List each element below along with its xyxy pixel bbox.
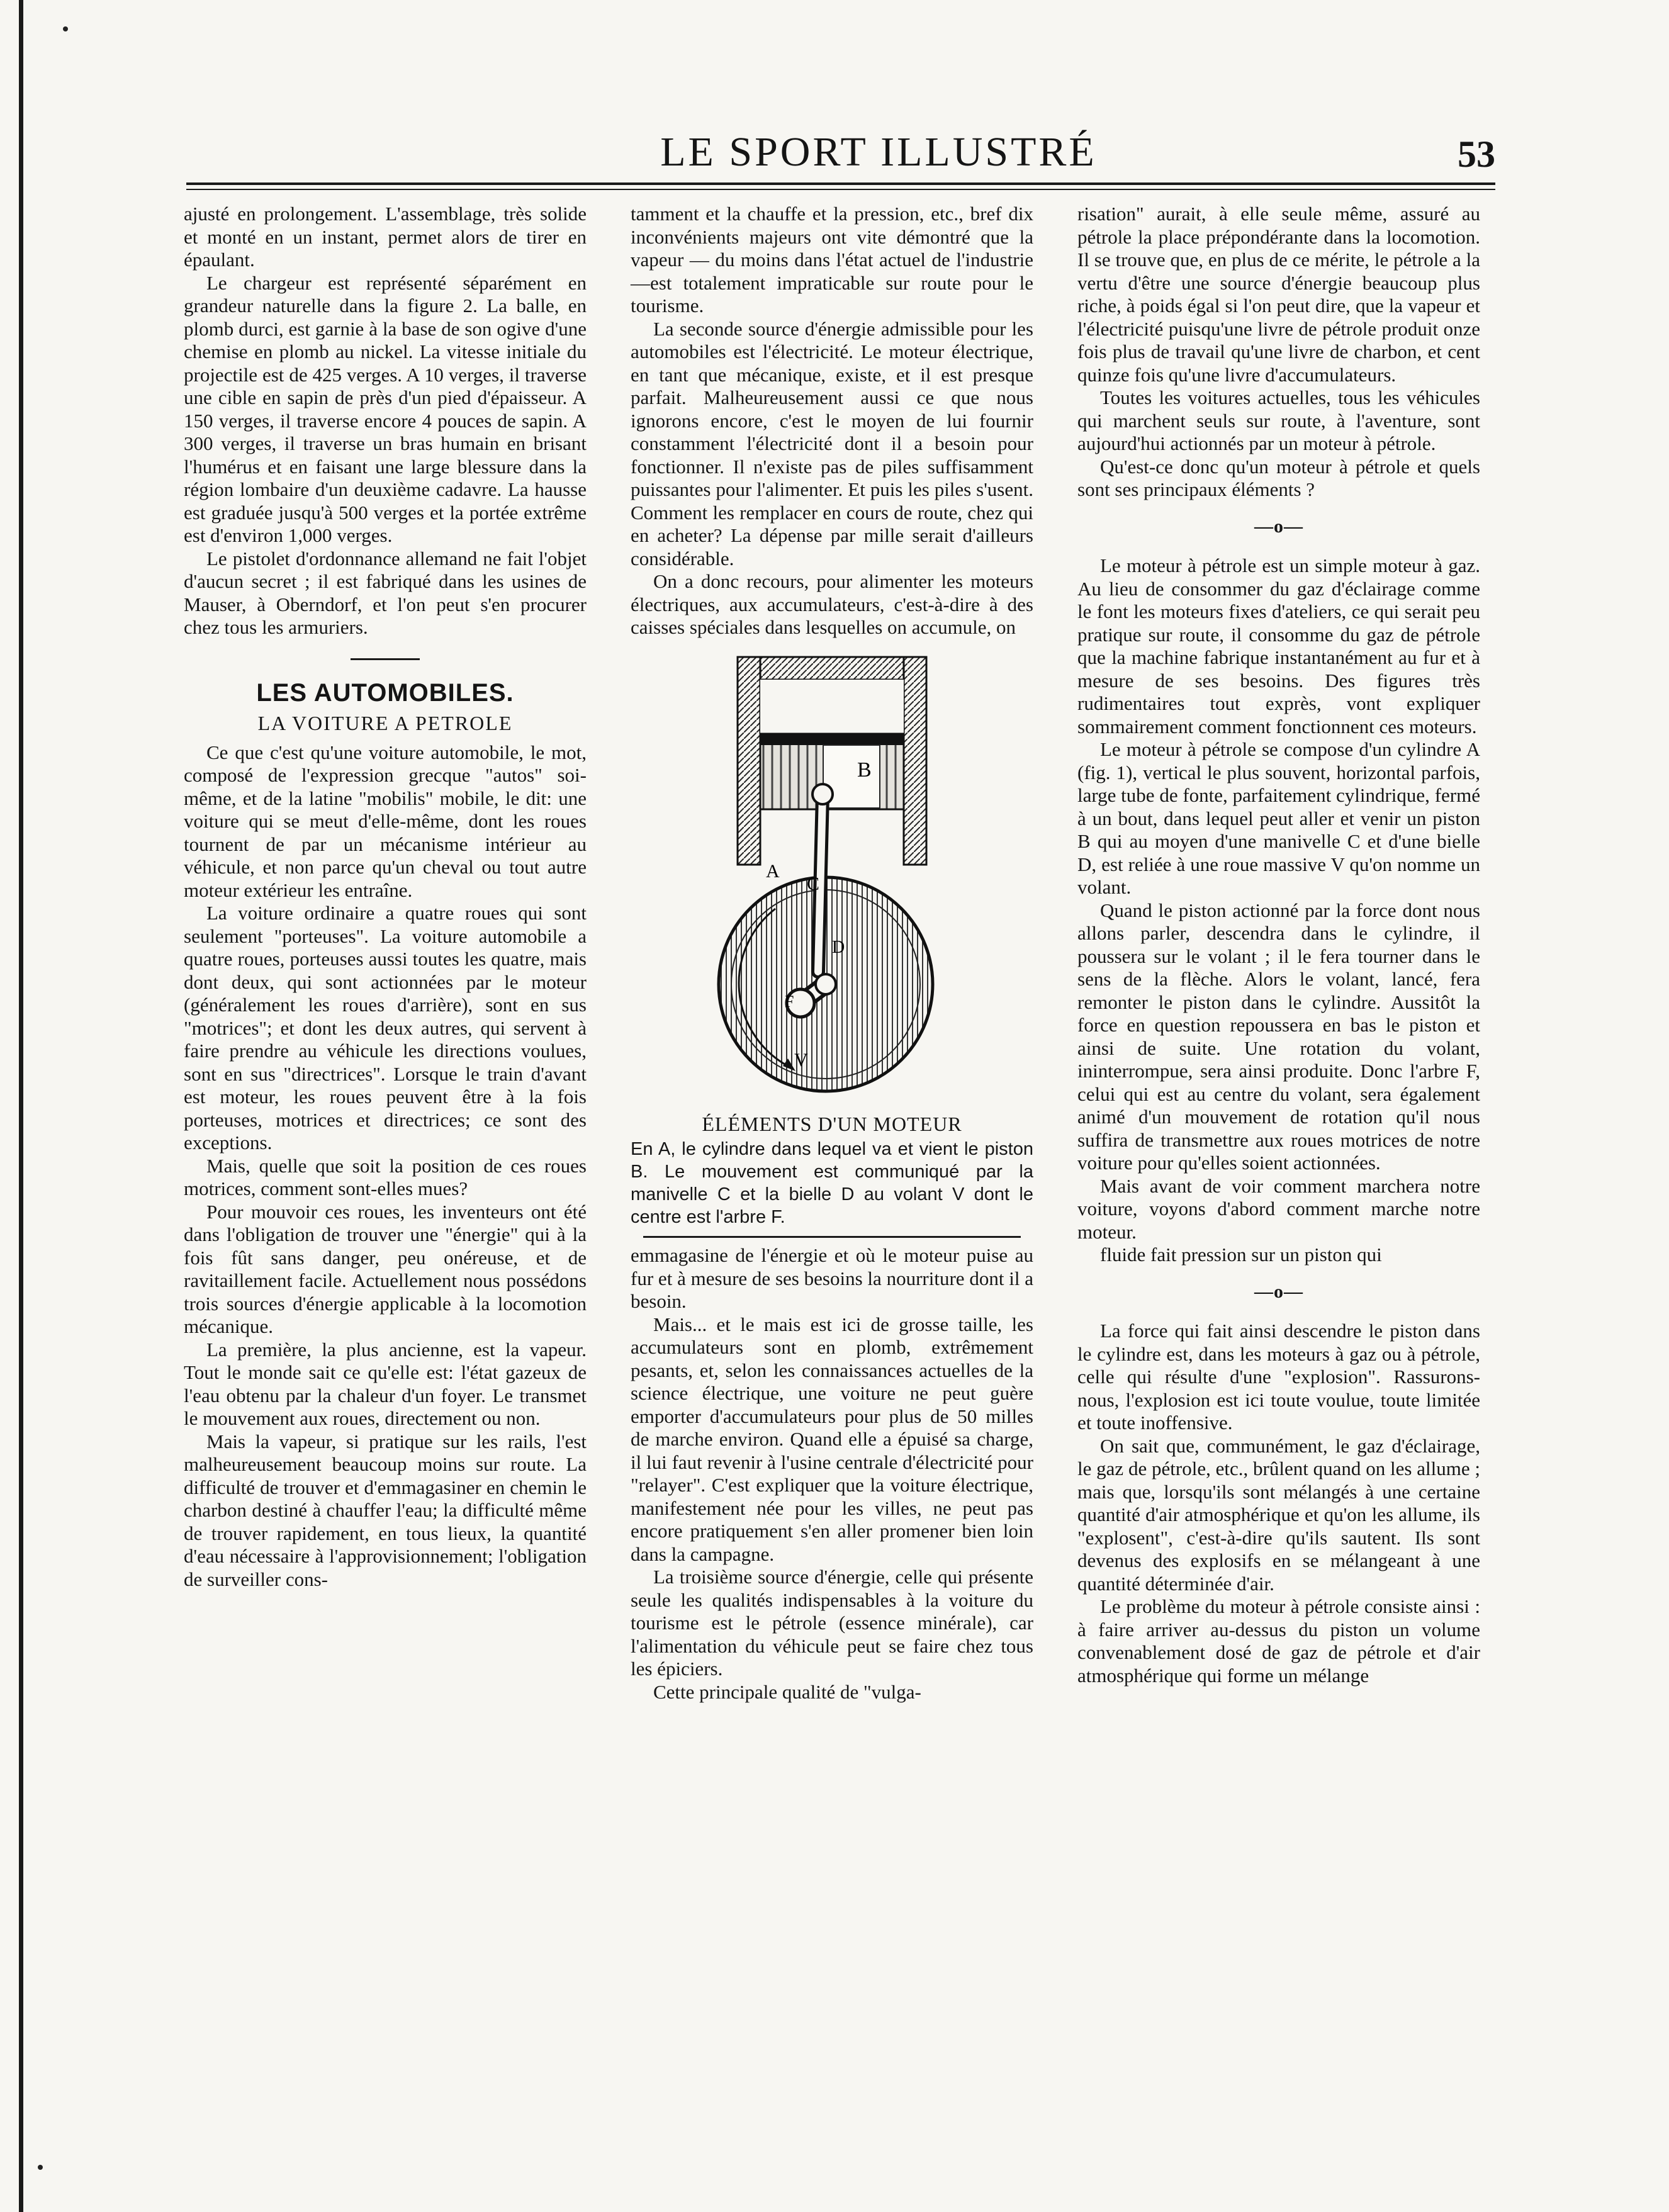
print-speck xyxy=(63,26,68,31)
separator: —o— xyxy=(1254,515,1303,537)
paragraph: Toutes les voitures actuelles, tous les véhicules qui marchent seuls sur route, à l'aventure, sont aujourd'hui actionnés par un moteur à pétrole. xyxy=(1077,386,1480,454)
paragraph: Le moteur à pétrole se compose d'un cylindre A (fig. 1), vertical le plus souvent, horizontal parfois, large tube de fonte, parfaitement cylindrique, fermé à un bout, dans lequel peut aller et venir un piston B qui au moyen d'une manivelle C et d'une bielle D, est reliée à une roue massive V qu'on nomme un volant. xyxy=(1077,738,1480,898)
engine-figure xyxy=(631,651,1033,1238)
paragraph: On a donc recours, pour alimenter les moteurs électriques, aux accumulateurs, c'est-à-dire à des caisses spéciales dans lesquelles on accumule, on xyxy=(631,570,1033,638)
section-title: LES AUTOMOBILES. xyxy=(256,678,514,707)
paragraph: emmagasine de l'énergie et où le moteur puise au fur et à mesure de ses besoins la nourriture dont il a besoin. xyxy=(631,1244,1033,1312)
paragraph: Le chargeur est représenté séparément en grandeur naturelle dans la figure 2. La balle, en plomb durci, est garnie à la base de son ogive d'une chemise en plomb au nickel. La vitesse initiale du projectile est de 425 verges. A 10 verges, il traverse une cible en sapin de près d'un pied d'épaisseur. A 150 verges, il traverse encore 4 pouces de sapin. A 300 verges, il traverse un bras humain en brisant l'humérus et en faisant une large blessure dans la région lombaire d'un deuxième cadavre. La hausse est graduée jusqu'à 500 verges et la portée extrême est d'environ 1,000 verges. xyxy=(184,271,587,546)
paragraph: Mais, quelle que soit la position de ces roues motrices, comment sont-elles mues? xyxy=(184,1154,587,1199)
paragraph: La force qui fait ainsi descendre le piston dans le cylindre est, dans les moteurs à gaz ou à pétrole, celle qui résulte d'une "explosion". Rassurons-nous, l'explosion est ici toute voulue, toute limitée et toute inoffensive. xyxy=(1077,1320,1480,1434)
column-2 xyxy=(631,203,1033,2204)
label-a: A xyxy=(766,860,780,882)
paragraph: tamment et la chauffe et la pression, etc., bref dix inconvénients majeurs ont vite démontré que la vapeur — du moins dans l'état actuel de l'industrie—est totalement impraticable sur route pour le tourisme. xyxy=(631,203,1033,317)
label-d: D xyxy=(832,937,845,957)
paragraph: Le pistolet d'ordonnance allemand ne fait l'objet d'aucun secret ; il est fabriqué dans les usines de Mauser, à Oberndorf, et l'on peut s'en procurer chez tous les armuriers. xyxy=(184,547,587,638)
page-edge-line xyxy=(19,0,23,2212)
paragraph: La troisième source d'énergie, celle qui présente seule les qualités indispensables à la voiture du tourisme est le pétrole (essence minérale), car l'alimentation du véhicule peut se faire chez tous les épiciers. xyxy=(631,1566,1033,1680)
paragraph: Mais... et le mais est ici de grosse taille, les accumulateurs sont en plomb, extrêmement pesants, et, selon les connaissances actuelles de la science électrique, une voiture ne peut guère emporter d'accumulateurs pour plus de 50 milles de marche environ. Quand elle a épuisé sa charge, il lui faut revenir à l'usine centrale d'électricité pour "relayer". C'est expliquer que la voiture électrique, manifestement née pour les villes, ne peut pas encore pratiquement s'en aller promener bien loin dans la campagne. xyxy=(631,1313,1033,1565)
column-3 xyxy=(1077,203,1480,2204)
paragraph: Cette principale qualité de "vulga- xyxy=(653,1680,921,1703)
paragraph: Le problème du moteur à pétrole consiste ainsi : à faire arriver au-dessus du piston un volume convenablement dosé de gaz de pétrole et d'air atmosphérique qui forme un mélange xyxy=(1077,1595,1480,1687)
paragraph: Mais la vapeur, si pratique sur les rails, l'est malheureusement beaucoup moins sur route. La difficulté de trouver et d'emmagasiner en chemin le charbon destiné à chauffer l'eau; la difficulté même de trouver rapidement, en tous lieux, la quantité d'eau nécessaire à l'approvisionnement; l'obligation de surveiller cons- xyxy=(184,1430,587,1590)
engine-diagram xyxy=(700,651,964,1104)
paragraph: Le moteur à pétrole est un simple moteur à gaz. Au lieu de consommer du gaz d'éclairage comme le font les moteurs fixes d'ateliers, ce qui serait peu pratique sur route, il consomme du gaz de pétrole que la machine fabrique instantanément au fur et à mesure de ses besoins. Des figures très rudimentaires tout exprès, vont expliquer sommairement comment fonctionnent ces moteurs. xyxy=(1077,554,1480,738)
paragraph: ajusté en prolongement. L'assemblage, très solide et monté en un instant, permet alors de tirer en épaulant. xyxy=(184,203,587,271)
page-header xyxy=(186,120,1495,176)
label-f: F xyxy=(785,992,794,1011)
paragraph: Ce que c'est qu'une voiture automobile, le mot, composé de l'expression grecque "autos" soi-même, et de la latine "mobilis" mobile, le dit: une voiture qui se meut d'elle-même, dont les roues tournent de par un mécanisme intérieur au véhicule, et non parce qu'un cheval ou tout autre moteur extérieur les entraîne. xyxy=(184,741,587,901)
page-number: 53 xyxy=(1458,133,1495,175)
header-rule xyxy=(186,182,1495,190)
paragraph: Pour mouvoir ces roues, les inventeurs ont été dans l'obligation de trouver une "énergie" qui à la fois fût sans danger, peu onéreuse, et de ravitaillement facile. Actuellement nous possédons trois sources d'énergie applicable à la locomotion mécanique. xyxy=(184,1200,587,1337)
label-v: V xyxy=(794,1049,808,1070)
section-divider xyxy=(351,658,420,660)
separator: —o— xyxy=(1254,1281,1303,1302)
column-1 xyxy=(184,203,587,2204)
figure-description: En A, le cylindre dans lequel va et vient le piston B. Le mouvement est communiqué par la manivelle C et la bielle D au volant V dont le centre est l'arbre F. xyxy=(631,1139,1033,1227)
paragraph: La seconde source d'énergie admissible pour les automobiles est l'électricité. Le moteur électrique, en tant que mécanique, existe, et il est presque parfait. Malheureusement aussi ce que nous ignorons encore, c'est le moyen de lui fournir constamment l'électricité dont il a besoin pour fonctionner. Il n'existe pas de piles suffisamment puissantes pour l'alimenter. Et puis les piles s'usent. Comment les remplacer en cours de route, chez qui en acheter? La dépense par mille serait d'ailleurs considérable. xyxy=(631,317,1033,570)
paragraph: La voiture ordinaire a quatre roues qui sont seulement "porteuses". La voiture automobile a quatre roues, porteuses aussi toutes les quatre, mais dont deux, qui sont actionnées par le moteur (généralement les roues d'arrière), sont en sus "motrices"; et dont les deux autres, qui servent à faire prendre au véhicule les directions voulues, sont en sus "directrices". Lorsque le train d'avant est moteur, les roues peuvent être à la fois porteuses, motrices et directrices; ce sont des exceptions. xyxy=(184,902,587,1154)
section-subtitle: LA VOITURE A PETROLE xyxy=(257,712,513,734)
label-b: B xyxy=(857,758,872,782)
paragraph: Mais avant de voir comment marchera notre voiture, voyons d'abord comment marche notre moteur. xyxy=(1077,1174,1480,1243)
print-speck xyxy=(38,2165,43,2170)
paragraph: fluide fait pression sur un piston qui xyxy=(1100,1244,1382,1266)
label-c: C xyxy=(807,873,820,894)
figure-caption: ÉLÉMENTS D'UN MOTEUR xyxy=(702,1112,962,1135)
paragraph: Qu'est-ce donc qu'un moteur à pétrole et quels sont ses principaux éléments ? xyxy=(1077,455,1480,500)
paragraph: Quand le piston actionné par la force dont nous allons parler, descendra dans le cylindre, il poussera sur le volant ; il le fera tourner dans le sens de la flèche. Alors le volant, lancé, fera remonter le piston dans le cylindre. Aussitôt la force en question repoussera en bas le piston et ainsi de suite. Une rotation du volant, ininterrompue, sera ainsi produite. Donc l'arbre F, celui qui est au centre du volant, sera également animé d'un mouvement de rotation qu'il nous suffira de transmettre aux roues motrices de notre voiture pour qu'elles soient actionnées. xyxy=(1077,899,1480,1174)
figure-rule xyxy=(643,1236,1021,1238)
paragraph: La première, la plus ancienne, est la vapeur. Tout le monde sait ce qu'elle est: l'état gazeux de l'eau obtenu par la chaleur d'un foyer. Le transmet le mouvement aux roues, directement ou non. xyxy=(184,1338,587,1429)
masthead-title: LE SPORT ILLUSTRÉ xyxy=(660,129,1097,175)
paragraph: risation" aurait, à elle seule même, assuré au pétrole la place prépondérante dans la locomotion. Il se trouve que, en plus de ce mérite, le pétrole a la vertu d'être une source d'énergie beaucoup plus riche, à poids égal si l'on peut dire, que la vapeur et l'électricité puisqu'une livre de pétrole produit onze fois plus de travail qu'une livre de charbon, et cent quinze fois qu'une livre d'accumulateurs. xyxy=(1077,203,1480,386)
paragraph: On sait que, communément, le gaz d'éclairage, le gaz de pétrole, etc., brûlent quand on les allume ; mais que, lorsqu'ils sont mélangés à une certaine quantité d'air atmosphérique et qu'on les allume, ils "explosent", c'est-à-dire qu'ils sautent. Ils sont devenus des explosifs en se mélangeant à une quantité déterminée d'air. xyxy=(1077,1434,1480,1595)
